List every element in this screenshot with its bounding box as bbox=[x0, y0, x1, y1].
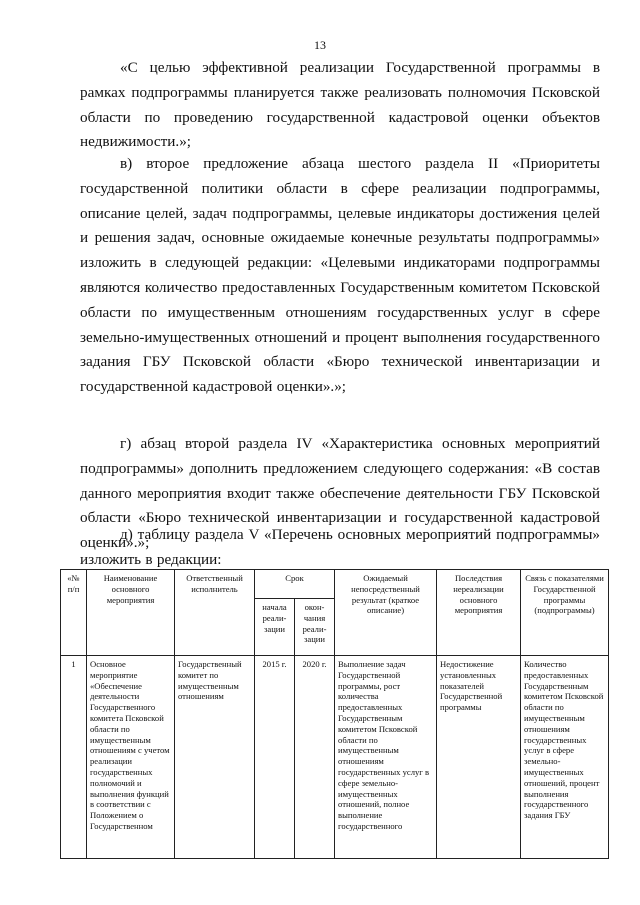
measures-table bbox=[60, 569, 609, 859]
header-term: Срок bbox=[255, 570, 335, 599]
header-expected: Ожидаемый непосредственный результат (краткое описание) bbox=[335, 570, 437, 656]
header-term-start: начала реали-зации bbox=[255, 599, 295, 656]
paragraph-section-iv: г) абзац второй раздела IV «Характеристика основных мероприятий подпрограммы» дополнить предложением следующего содержания: «В состав данного мероприятия входит также обеспечение деятельности ГБУ Псковской области «Бюро технической инвентаризации и государственной кадастровой оценки».»; bbox=[80, 435, 600, 552]
header-name: Наименование основного мероприятия bbox=[87, 570, 175, 656]
table-row bbox=[61, 656, 609, 859]
paragraph-target-indicators: в) второе предложение абзаца шестого раздела II «Приоритеты государственной политики области в сфере реализации подпрограммы, описание целей, задач подпрограммы, целевые индикаторы достижения целей и решения задач, основные ожидаемые конечные результаты подпрограммы» изложить в следующей редакции: «Целевыми индикаторами подпрограммы являются количество предоставленных Государственным комитетом Псковской области по имущественным отношениям государственных услуг в сфере земельно-имущественных отношений и процент выполнения государственного задания ГБУ Псковской области «Бюро технической инвентаризации и государственной кадастровой оценки».»; bbox=[80, 155, 600, 396]
paragraph-section-v-table: д) таблицу раздела V «Перечень основных мероприятий подпрограммы» изложить в редакции: bbox=[80, 526, 600, 568]
cell-name: Основное мероприятие «Обеспечение деятельности Государственного комитета Псковской области по имущественным отношениям с учетом реализации государственных полномочий и выполнения функций в соответствии с Положением о Государственном bbox=[87, 656, 175, 859]
cell-executor: Государственный комитет по имущественным отношениям bbox=[175, 656, 255, 859]
table-header-row bbox=[61, 570, 609, 599]
cell-num: 1 bbox=[61, 656, 87, 859]
cell-link: Количество предоставленных Государственным комитетом Псковской области по имущественным отношениям государственных услуг в сфере земельно-имущественных отношений, процент выполнения государственного задания ГБУ bbox=[521, 656, 609, 859]
cell-consequences: Недостижение установленных показателей Государственной программы bbox=[437, 656, 521, 859]
header-term-end: окон-чания реали-зации bbox=[295, 599, 335, 656]
header-num: «№ п/п bbox=[61, 570, 87, 656]
cell-start: 2015 г. bbox=[255, 656, 295, 859]
header-executor: Ответственный исполнитель bbox=[175, 570, 255, 656]
cell-expected: Выполнение задач Государственной программы, рост количества предоставленных Государственным комитетом Псковской области по имущественным отношениям государственных услуг в сфере земельно-имущественных отношений, полное выполнение государственного bbox=[335, 656, 437, 859]
paragraph-cadastral-valuation: «С целью эффективной реализации Государственной программы в рамках подпрограммы планируется также реализовать полномочия Псковской области по проведению государственной кадастровой оценки объектов недвижимости.»; bbox=[80, 59, 600, 151]
cell-end: 2020 г. bbox=[295, 656, 335, 859]
header-consequences: Последствия нереализации основного мероприятия bbox=[437, 570, 521, 656]
page-number: 13 bbox=[314, 38, 326, 52]
header-link: Связь с показателями Государственной программы (подпрограммы) bbox=[521, 570, 609, 656]
